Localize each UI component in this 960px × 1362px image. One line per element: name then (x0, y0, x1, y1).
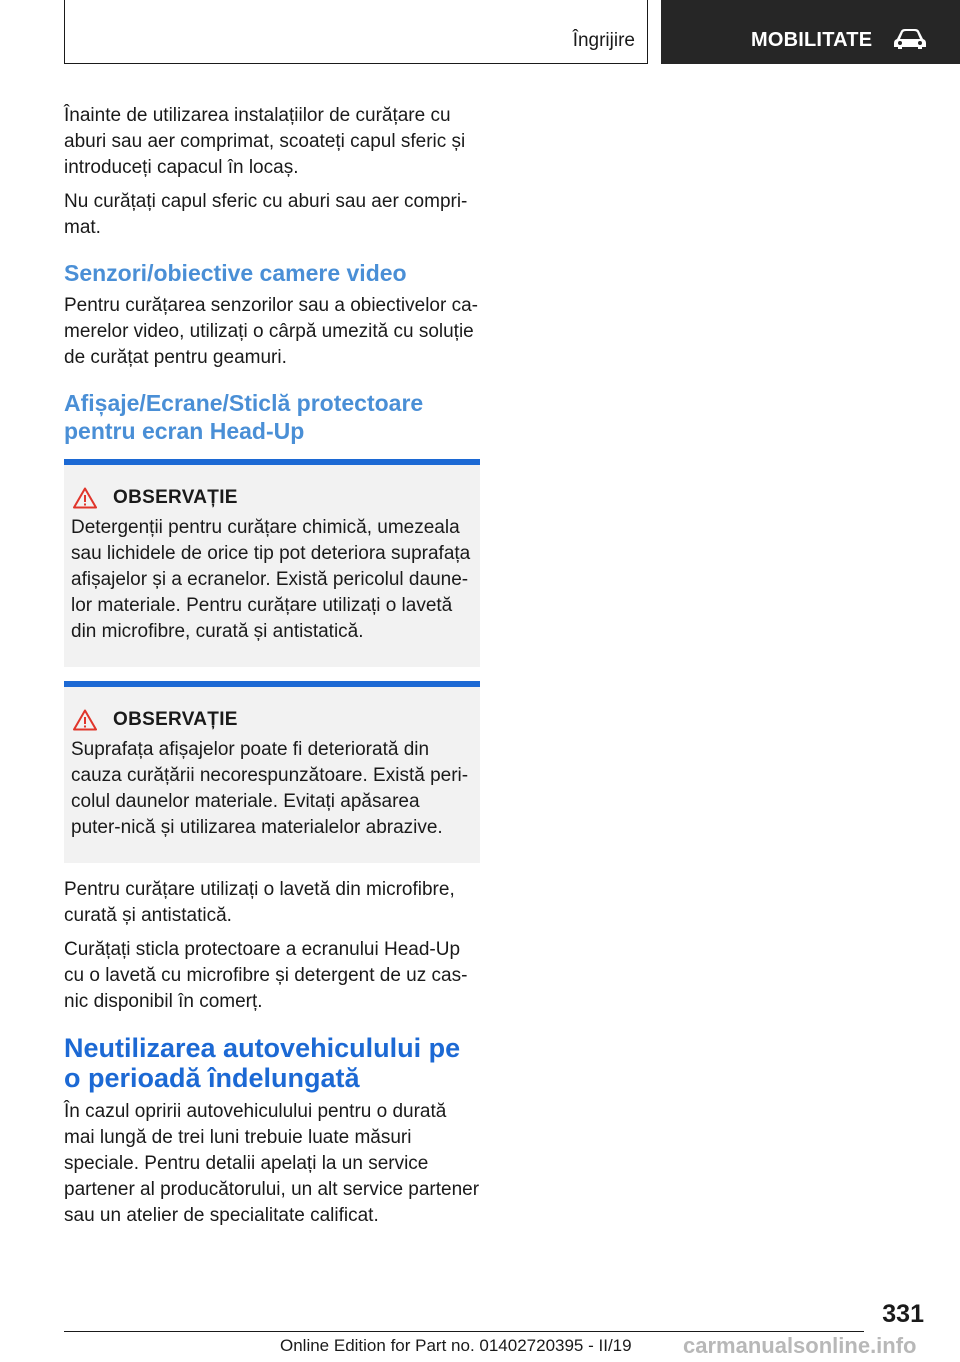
storage-paragraph: În cazul opririi autovehiculului pentru o durată mai lungă de trei luni trebuie luate măsuri speciale. Pentru detalii apelați la un service partener al producătorului, un alt service partener sau un atelier de specialitate calificat. (64, 1101, 480, 1226)
displays-paragraph-1: Pentru curățare utilizați o lavetă din microfibre, curată și antistatică. (64, 879, 455, 926)
warning-icon (73, 487, 97, 509)
car-icon (893, 28, 927, 50)
header-chapter-box (661, 0, 960, 64)
storage-heading: Neutilizarea autovehiculului pe o perioadă îndelungată (64, 1033, 461, 1093)
intro-paragraph-1: Înainte de utilizarea instalațiilor de curățare cu aburi sau aer comprimat, scoateți capul sferic și introduceți capacul în locaș. (64, 105, 466, 178)
warning-icon (73, 709, 97, 731)
note-text: Detergenții pentru curățare chimică, umezeala sau lichidele de orice tip pot deteriora suprafața afișajelor și a ecranelor. Există pericolul daune-lor materiale. Pentru curățare utilizați o lavetă din microfibre, curată și antistatică. (71, 517, 471, 642)
section-title: Îngrijire (572, 30, 635, 51)
note-label: OBSERVAȚIE (113, 709, 238, 730)
note-box-2 (64, 681, 480, 863)
displays-heading: Afișaje/Ecrane/Sticlă protectoare pentru ecran Head-Up (64, 390, 424, 444)
camera-paragraph: Pentru curățarea senzorilor sau a obiectivelor ca-merelor video, utilizați o cârpă umezită cu soluție de curățat pentru geamuri. (64, 295, 478, 368)
intro-paragraph-2: Nu curățați capul sferic cu aburi sau aer compri-mat. (64, 191, 468, 238)
note-header (71, 709, 472, 731)
edition-text: Online Edition for Part no. 01402720395 - II/19 (280, 1336, 632, 1355)
camera-heading: Senzori/obiective camere video (64, 260, 407, 286)
header-section-box (64, 0, 648, 64)
footer-divider (64, 1331, 864, 1332)
note-header (71, 487, 472, 509)
watermark-text: carmanualsonline.info (683, 1333, 917, 1358)
note-box-1 (64, 459, 480, 667)
note-text: Suprafața afișajelor poate fi deteriorată din cauza curățării necorespunzătoare. Există peri-colul daunelor materiale. Evitați apăsarea puter-nică și utilizarea materialelor abrazive. (71, 739, 469, 838)
chapter-title: MOBILITATE (751, 29, 873, 51)
note-label: OBSERVAȚIE (113, 487, 238, 508)
content-column (64, 103, 480, 1237)
page-number: 331 (882, 1300, 924, 1328)
displays-paragraph-2: Curățați sticla protectoare a ecranului Head-Up cu o lavetă cu microfibre și detergent de uz cas-nic disponibil în comerț. (64, 939, 468, 1012)
